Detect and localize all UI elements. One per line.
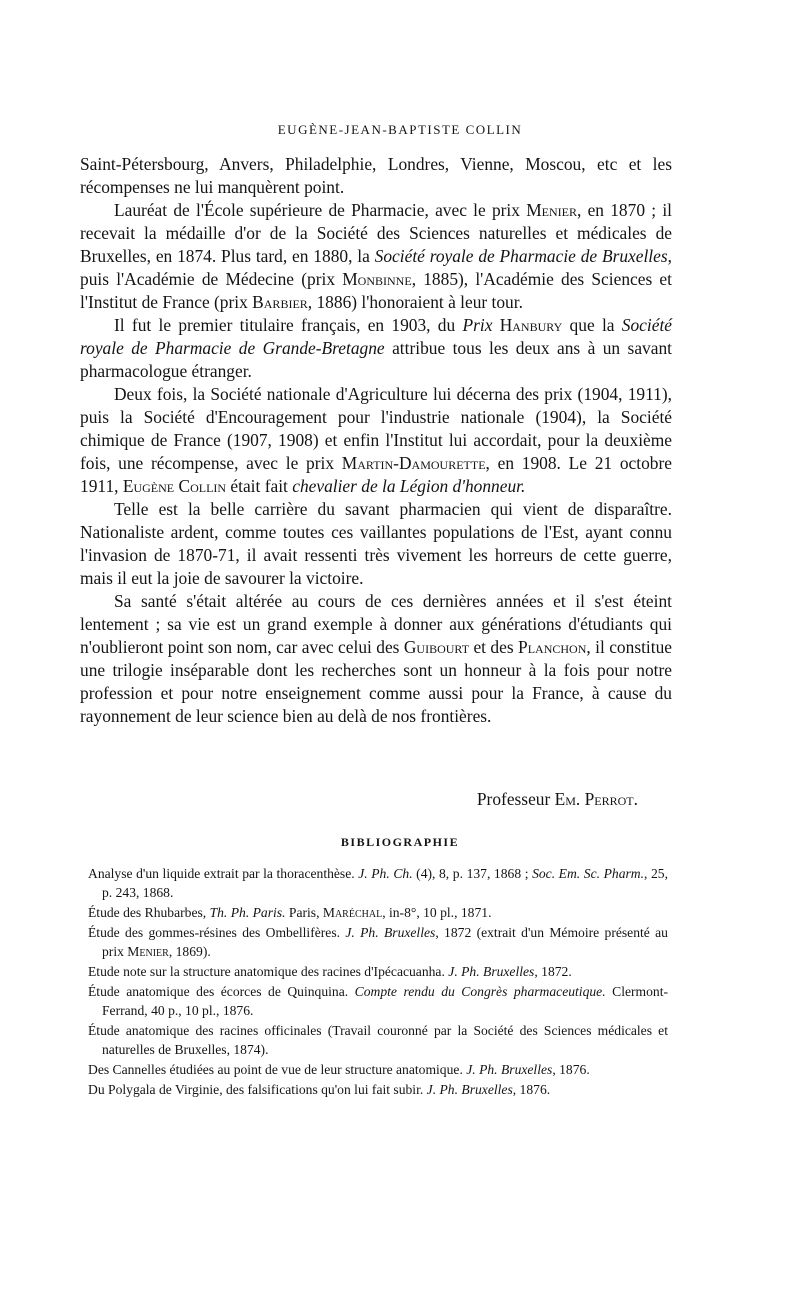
bibliography-entry (88, 923, 668, 961)
name-small-caps: Barbier (252, 292, 308, 312)
text-run (492, 315, 499, 335)
body-text (80, 153, 672, 728)
text-run: . (633, 789, 638, 809)
text-run: , 1886) l'honoraient à leur tour. (307, 292, 523, 312)
paragraph (80, 498, 672, 590)
text-run: , en 1870 ; il recevait la médaille d'or de la Société des Sciences naturelles et médicales de Bruxelles, en 1874. Plus tard, en 1880, la (80, 200, 672, 266)
bibliography-entry (88, 1021, 668, 1059)
italic-text: J. Ph. Ch. (358, 866, 413, 881)
paragraph (80, 314, 672, 383)
name-small-caps: Em. Perrot (554, 789, 634, 809)
text-run: Étude des gommes-résines des Ombellifères. (88, 925, 346, 940)
paragraph (80, 199, 672, 314)
text-run: Étude anatomique des écorces de Quinquina. (88, 984, 355, 999)
signature (80, 788, 638, 811)
text-run: était fait (226, 476, 293, 496)
text-run: , in-8°, 10 pl., 1871. (382, 905, 492, 920)
paragraph (80, 383, 672, 498)
paragraph (80, 590, 672, 728)
text-run: , 25, p. 243, 1868. (102, 866, 668, 900)
italic-text: J. Ph. Bruxelles (345, 925, 436, 940)
name-small-caps: Planchon (518, 637, 587, 657)
text-run: que la (562, 315, 622, 335)
name-small-caps: Monbinne (342, 269, 412, 289)
italic-text: Société royale de Pharmacie de Bruxelles (374, 246, 668, 266)
bibliography-entry (88, 982, 668, 1020)
bibliography-entry (88, 1080, 668, 1099)
text-run: Paris, (285, 905, 323, 920)
italic-text: Prix (462, 315, 493, 335)
name-small-caps: Eugène Collin (122, 476, 227, 496)
bibliography-list (88, 864, 668, 1100)
text-run: (4), 8, p. 137, 1868 ; (412, 866, 533, 881)
bibliography-entry (88, 962, 668, 981)
name-small-caps: Martin-Damourette (341, 453, 486, 473)
text-run: Il fut le premier titulaire français, en 1903, du (114, 315, 463, 335)
text-run: Étude des Rhubarbes, (88, 905, 210, 920)
bibliography-title: BIBLIOGRAPHIE (340, 835, 460, 849)
text-run: Saint-Pétersbourg, Anvers, Philadelphie, Londres, Vienne, Moscou, etc et les récompenses ne lui manquèrent point. (80, 154, 672, 197)
text-run: Sa santé s'était altérée au cours de ces dernières années et il s'est éteint lentement ; sa vie est un grand exemple à donner aux générations d'étudiants qui n'oublieront point son nom, car avec celui des (80, 591, 672, 657)
italic-text: Société royale de Pharmacie de Grande-Bretagne (80, 315, 672, 358)
bibliography-entry (88, 864, 668, 902)
italic-text: chevalier de la Légion d'honneur. (292, 476, 526, 496)
text-run: attribue tous les deux ans à un savant pharmacologue étranger. (80, 338, 672, 381)
text-run: , 1869). (168, 944, 211, 959)
bibliography-entry (88, 903, 668, 922)
name-small-caps: Menier (526, 200, 577, 220)
name-small-caps: Hanbury (499, 315, 563, 335)
text-run: Professeur (476, 789, 555, 809)
text-run: , il constitue une trilogie inséparable dont les recherches sont un honneur à la fois pour notre profession et pour notre enseignement comme aussi pour la France, à cause du rayonnement de leur science bien au delà de nos frontières. (80, 637, 673, 726)
text-run: Deux fois, la Société nationale d'Agriculture lui décerna des prix (1904, 1911), puis la Société d'Encouragement pour l'industrie nationale (1904), la Société chimique de France (1907, 1908) et enfin l'Institut lui accordait, pour la deuxième fois, une récompense, avec le prix (80, 384, 672, 473)
text-run: Telle est la belle carrière du savant pharmacien qui vient de disparaître. Nationaliste ardent, comme toutes ces vaillantes populations de l'Est, ayant connu l'invasion de 1870-71, il avait ressenti très vivement les horreurs de cette guerre, mais il eut la joie de savourer la victoire. (80, 499, 672, 588)
text-run: Étude anatomique des racines officinales (Travail couronné par la Société des Sciences médicales et naturelles de Bruxelles, 1874). (88, 1023, 668, 1057)
text-run: , 1872 (extrait d'un Mémoire présenté au prix (102, 925, 668, 959)
bibliography-entry (88, 1060, 668, 1079)
paragraph (80, 153, 672, 199)
text-run: Du Polygala de Virginie, des falsifications qu'on lui fait subir. (88, 1082, 427, 1097)
name-small-caps: Menier (127, 944, 169, 959)
text-run: Etude note sur la structure anatomique des racines d'Ipécacuanha. (88, 964, 449, 979)
text-run: , en 1908. Le 21 octobre 1911, (80, 453, 672, 496)
text-run: , puis l'Académie de Médecine (prix (80, 246, 672, 289)
text-run: , 1876. (552, 1062, 590, 1077)
text-run: Des Cannelles étudiées au point de vue de leur structure anatomique. (88, 1062, 467, 1077)
italic-text: Compte rendu du Congrès pharmaceutique. (354, 984, 606, 999)
text-run: Clermont-Ferrand, 40 p., 10 pl., 1876. (102, 984, 669, 1018)
italic-text: J. Ph. Bruxelles (448, 964, 535, 979)
text-run: , 1885), l'Académie des Sciences et l'Institut de France (prix (80, 269, 672, 312)
text-run: Analyse d'un liquide extrait par la thoracenthèse. (88, 866, 359, 881)
italic-text: Soc. Em. Sc. Pharm. (532, 866, 645, 881)
name-small-caps: Maréchal (322, 905, 383, 920)
text-run: , 1872. (534, 964, 572, 979)
text-run: , 1876. (512, 1082, 551, 1097)
running-head: EUGÈNE-JEAN-BAPTISTE COLLIN (277, 122, 523, 137)
italic-text: J. Ph. Bruxelles (426, 1082, 513, 1097)
text-run: et des (469, 637, 519, 657)
italic-text: Th. Ph. Paris. (209, 905, 286, 920)
italic-text: J. Ph. Bruxelles (466, 1062, 553, 1077)
name-small-caps: Guibourt (403, 637, 470, 657)
text-run: Lauréat de l'École supérieure de Pharmacie, avec le prix (114, 200, 527, 220)
